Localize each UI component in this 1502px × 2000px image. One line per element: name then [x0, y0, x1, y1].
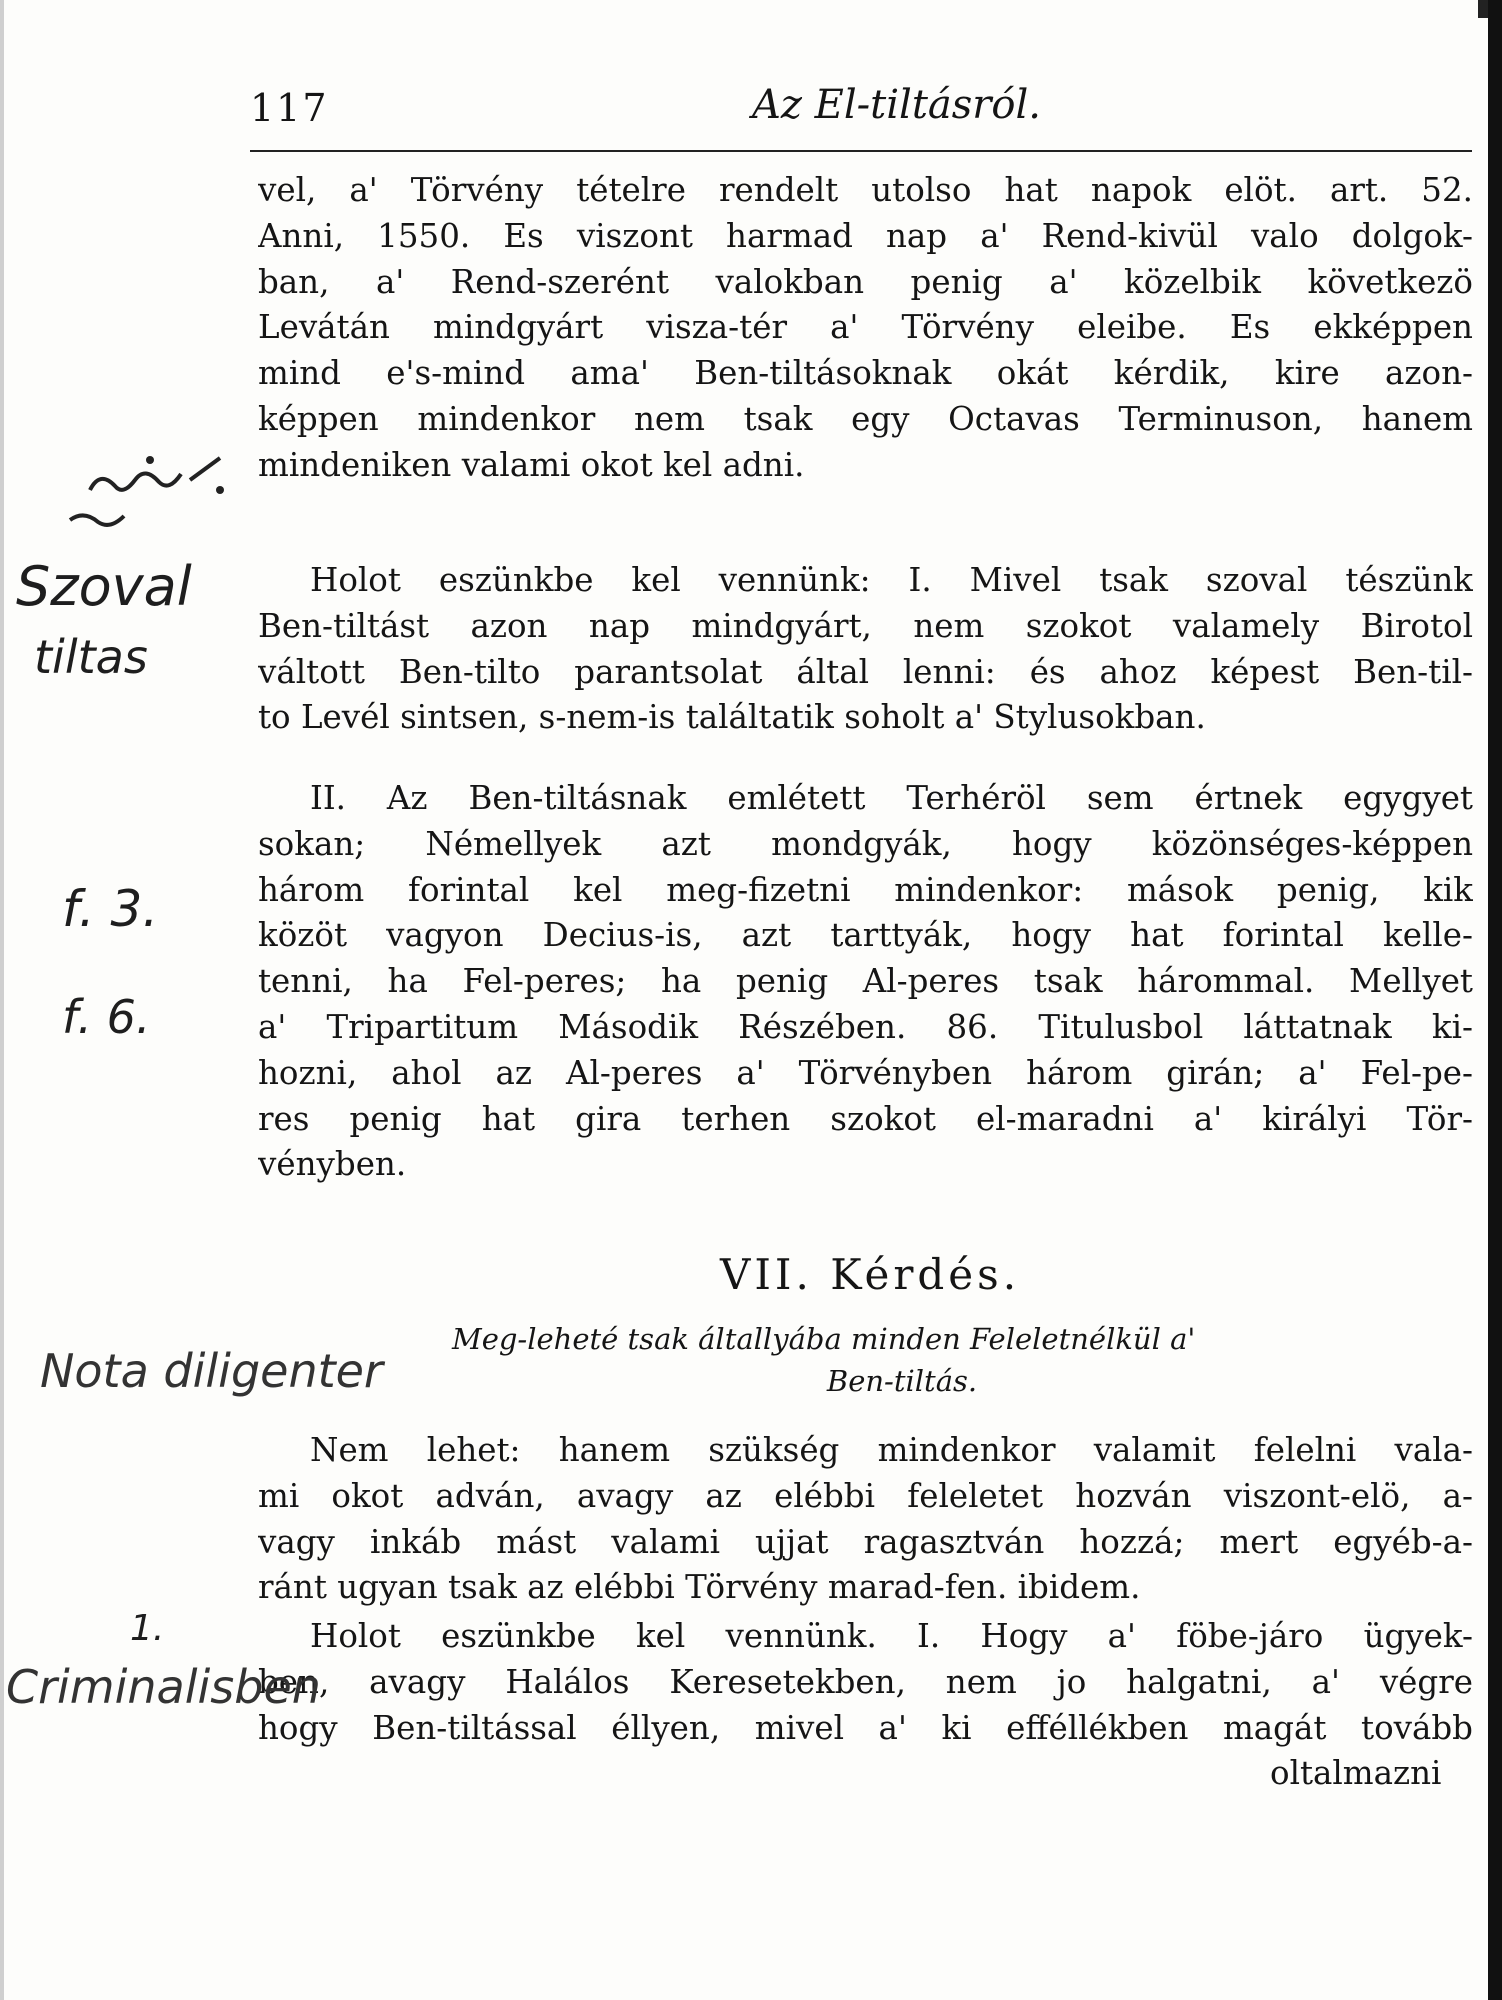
- text-line: vagy inkáb mást valami ujjat ragasztván hozzá; mert egyéb-a-: [258, 1522, 1473, 1561]
- text-line: ben, avagy Halálos Keresetekben, nem jo halgatni, a' végre: [258, 1662, 1473, 1701]
- paragraph-4: [258, 1428, 1473, 1611]
- scan-edge-left: [0, 0, 4, 2000]
- text-line: mind e's-mind ama' Ben-tiltásoknak okát kérdik, kire azon-: [258, 354, 1473, 393]
- text-line: Ben-tiltást azon nap mindgyárt, nem szokot valamely Birotol: [258, 606, 1473, 645]
- margin-note-2: tiltas: [34, 630, 148, 684]
- paragraph-2: [258, 558, 1473, 741]
- text-line: vényben.: [258, 1145, 407, 1184]
- margin-note-7: Criminalisben: [6, 1660, 321, 1714]
- scan-edge-right: [1488, 0, 1502, 2000]
- paragraph-1: [258, 168, 1473, 489]
- text-line: három forintal kel meg-fizetni mindenkor: mások penig, kik: [258, 870, 1473, 909]
- page-number: 117: [250, 86, 329, 130]
- header-rule: [250, 150, 1472, 152]
- text-line: közöt vagyon Decius-is, azt tarttyák, hogy hat forintal kelle-: [258, 916, 1473, 955]
- text-line: Holot eszünkbe kel vennünk: I. Mivel tsak szoval tészünk: [310, 561, 1473, 599]
- scan-corner: [1478, 0, 1488, 18]
- running-title: Az El-tiltásról.: [752, 82, 1042, 128]
- text-line: tenni, ha Fel-peres; ha penig Al-peres tsak hárommal. Mellyet: [258, 962, 1473, 1001]
- margin-note-3: f. 3.: [62, 880, 159, 938]
- text-line: hogy Ben-tiltással éllyen, mivel a' ki efféllékben magát tovább: [258, 1708, 1473, 1747]
- text-line: mi okot adván, avagy az elébbi feleletet hozván viszont-elö, a-: [258, 1476, 1473, 1515]
- margin-note-4: f. 6.: [62, 990, 151, 1044]
- question-line-2: Ben-tiltás.: [826, 1364, 978, 1398]
- text-line: ránt ugyan tsak az elébbi Törvény marad-fen. ibidem.: [258, 1568, 1141, 1607]
- text-line: képpen mindenkor nem tsak egy Octavas Terminuson, hanem: [258, 399, 1473, 438]
- margin-note-5: Nota diligenter: [40, 1344, 383, 1398]
- paragraph-5: [258, 1614, 1473, 1797]
- text-line: Levátán mindgyárt visza-tér a' Törvény eleibe. Es ekképpen: [258, 308, 1473, 347]
- question-subtitle: [452, 1318, 1472, 1402]
- text-line: hozni, ahol az Al-peres a' Törvényben három girán; a' Fel-pe-: [258, 1053, 1473, 1092]
- text-line: Nem lehet: hanem szükség mindenkor valamit felelni vala-: [310, 1431, 1473, 1469]
- text-line: mindeniken valami okot kel adni.: [258, 445, 805, 484]
- running-head: [250, 78, 1470, 138]
- ink-scribble: [30, 430, 250, 560]
- text-line: oltalmazni: [1270, 1754, 1442, 1793]
- text-line: Holot eszünkbe kel vennünk. I. Hogy a' föbe-járo ügyek-: [310, 1617, 1473, 1655]
- section-heading: VII. Kérdés.: [720, 1250, 1021, 1299]
- text-line: Anni, 1550. Es viszont harmad nap a' Rend-kivül valo dolgok-: [258, 216, 1473, 255]
- margin-note-1: Szoval: [16, 555, 192, 618]
- question-line-1: Meg-leheté tsak általlyába minden Feleletnélkül a': [452, 1322, 1196, 1356]
- margin-note-6: 1.: [130, 1608, 165, 1649]
- text-line: to Levél sintsen, s-nem-is találtatik soholt a' Stylusokban.: [258, 698, 1206, 737]
- text-line: ban, a' Rend-szerént valokban penig a' közelbik következö: [258, 262, 1473, 301]
- text-line: vel, a' Törvény tételre rendelt utolso hat napok elöt. art. 52.: [258, 171, 1473, 209]
- text-line: sokan; Némellyek azt mondgyák, hogy közönséges-képpen: [258, 824, 1473, 863]
- text-line: a' Tripartitum Második Részében. 86. Titulusbol láttatnak ki-: [258, 1007, 1473, 1046]
- text-line: res penig hat gira terhen szokot el-maradni a' királyi Tör-: [258, 1099, 1473, 1138]
- text-line: II. Az Ben-tiltásnak emlétett Terhéröl sem értnek egygyet: [310, 779, 1473, 817]
- paragraph-3: [258, 776, 1473, 1188]
- text-line: váltott Ben-tilto parantsolat által lenni: és ahoz képest Ben-til-: [258, 652, 1473, 691]
